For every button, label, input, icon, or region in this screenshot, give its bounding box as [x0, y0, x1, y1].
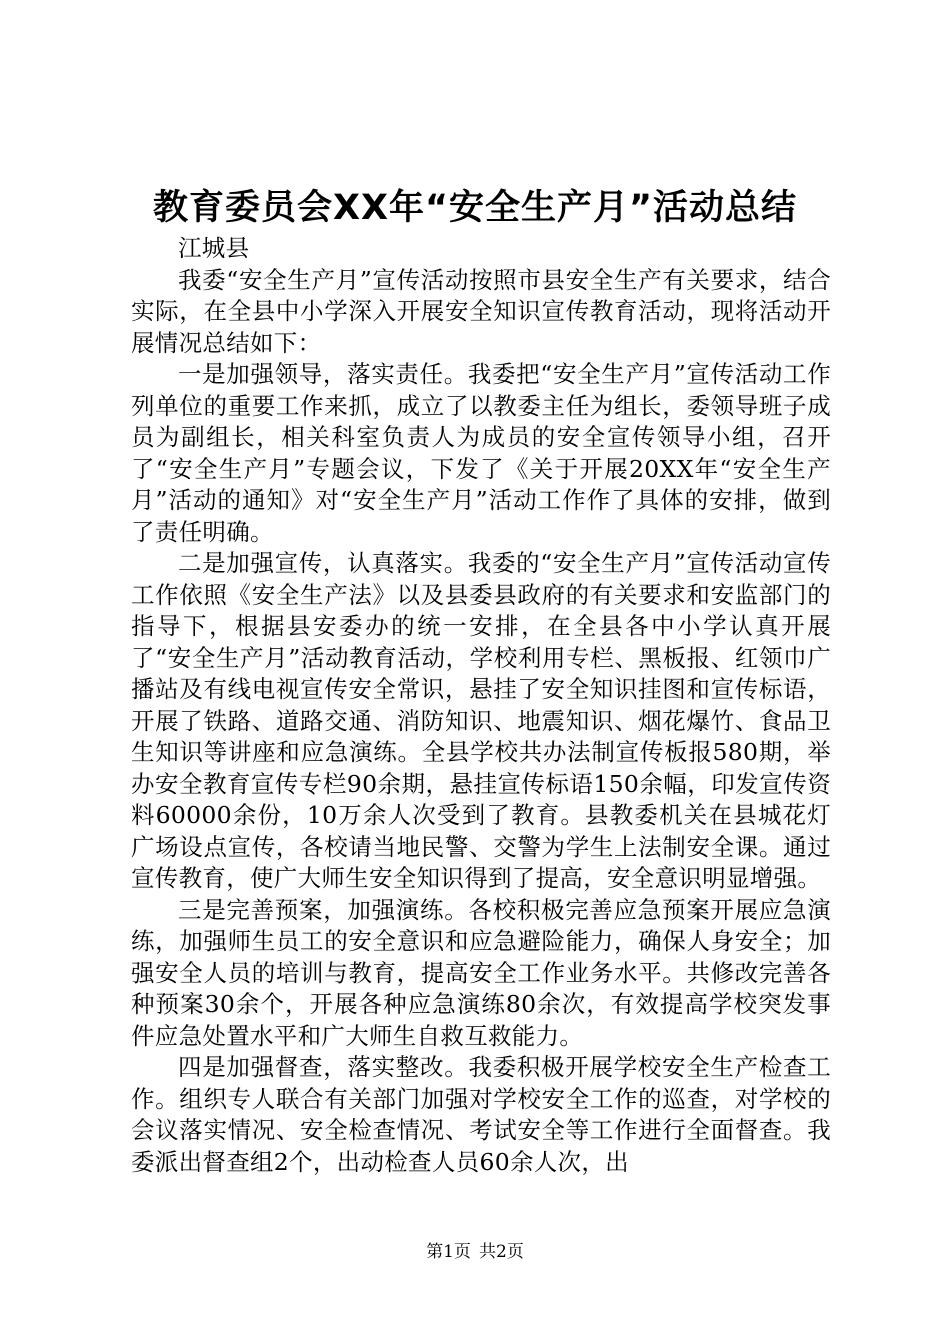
page-number: 第1页	[426, 1242, 471, 1262]
document-body	[131, 233, 831, 1178]
paragraph-leadership: 一是加强领导，落实责任。我委把“安全生产月”宣传活动工作列单位的重要工作来抓，成立了以教委主任为组长，委领导班子成员为副组长，相关科室负责人为成员的安全宣传领导小组，召开了“安全生产月”专题会议，下发了《关于开展20XX年“安全生产月”活动的通知》对“安全生产月”活动工作作了具体的安排，做到了责任明确。	[131, 360, 831, 546]
page-total: 共2页	[479, 1242, 524, 1262]
paragraph-publicity: 二是加强宣传，认真落实。我委的“安全生产月”宣传活动宣传工作依照《安全生产法》以及县委县政府的有关要求和安监部门的指导下，根据县安委办的统一安排，在全县各中小学认真开展了“安全生产月”活动教育活动，学校利用专栏、黑板报、红领巾广播站及有线电视宣传安全常识，悬挂了安全知识挂图和宣传标语，开展了铁路、道路交通、消防知识、地震知识、烟花爆竹、食品卫生知识等讲座和应急演练。全县学校共办法制宣传板报580期，举办安全教育宣传专栏90余期，悬挂宣传标语150余幅，印发宣传资料60000余份，10万余人次受到了教育。县教委机关在县城花灯广场设点宣传，各校请当地民警、交警为学生上法制安全课。通过宣传教育，使广大师生安全知识得到了提高，安全意识明显增强。	[131, 549, 831, 892]
paragraph-drills: 三是完善预案，加强演练。各校积极完善应急预案开展应急演练，加强师生员工的安全意识和应急避险能力，确保人身安全；加强安全人员的培训与教育，提高安全工作业务水平。共修改完善各种预案30余个，开展各种应急演练80余次，有效提高学校突发事件应急处置水平和广大师生自救互救能力。	[131, 895, 831, 1050]
page-footer	[0, 1240, 950, 1264]
paragraph-inspection: 四是加强督查，落实整改。我委积极开展学校安全生产检查工作。组织专人联合有关部门加强对学校安全工作的巡查，对学校的会议落实情况、安全检查情况、考试安全等工作进行全面督查。我委派出督查组2个，出动检查人员60余人次，出	[131, 1053, 831, 1176]
paragraph-intro: 我委“安全生产月”宣传活动按照市县安全生产有关要求，结合实际，在全县中小学深入开展安全知识宣传教育活动，现将活动开展情况总结如下：	[131, 265, 831, 357]
document-title: 教育委员会XX年“安全生产月”活动总结	[153, 188, 797, 228]
organization-name: 江城县	[178, 234, 250, 262]
